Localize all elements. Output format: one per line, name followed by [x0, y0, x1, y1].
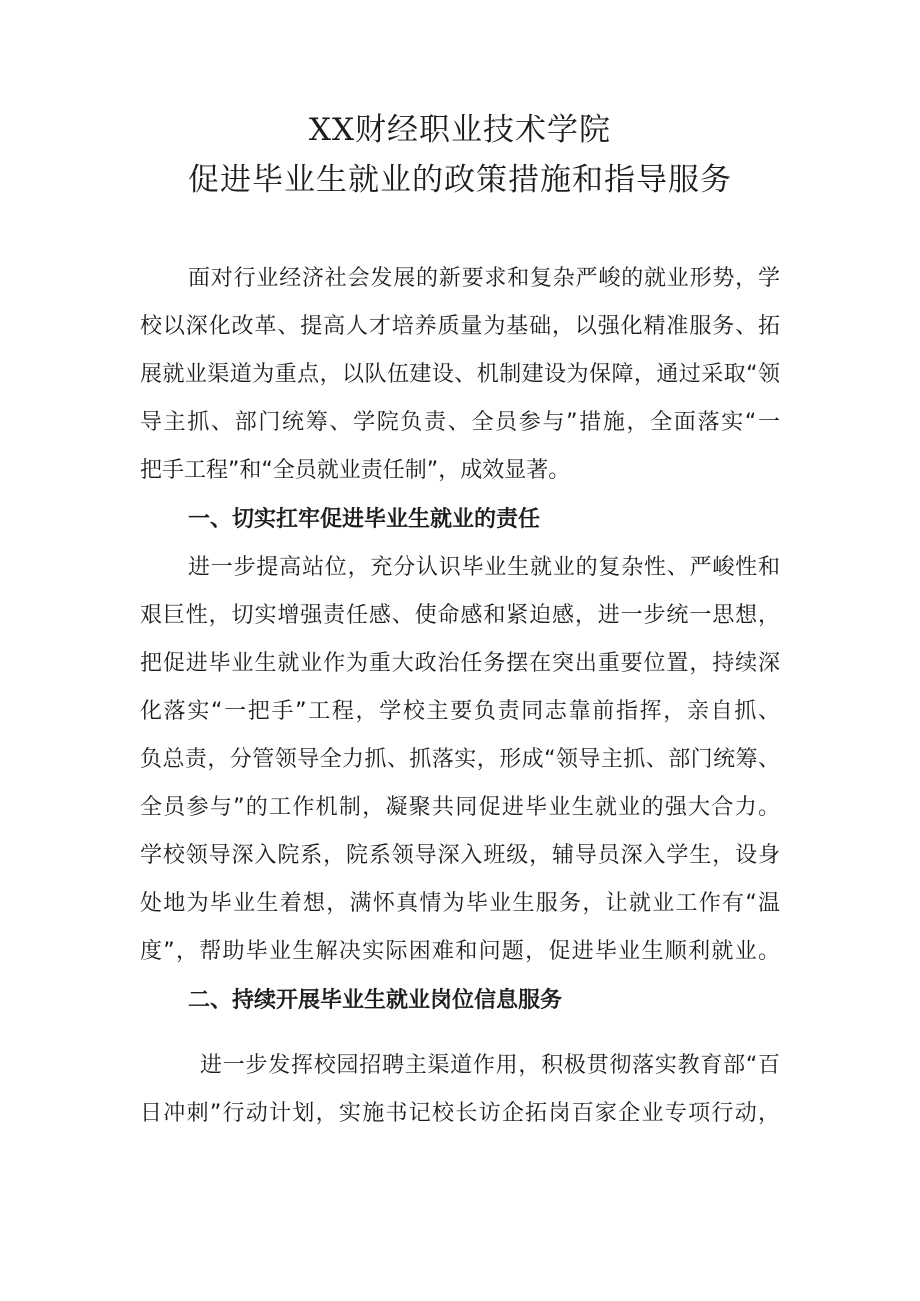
section2-line: 日冲刺”行动计划，实施书记校长访企拓岗百家企业专项行动，: [140, 1101, 780, 1126]
section1-line: 学校领导深入院系，院系领导深入班级，辅导员深入学生，设身: [140, 843, 780, 868]
intro-line: 导主抓、部门统筹、学院负责、全员参与”措施，全面落实“一: [140, 410, 781, 435]
section1-line: 化落实“一把手”工程，学校主要负责同志靠前指挥，亲自抓、: [140, 699, 781, 724]
intro-line: 把手工程”和“全员就业责任制”，成效显著。: [140, 458, 571, 483]
document-title-line2: 促进毕业生就业的政策措施和指导服务: [188, 162, 732, 198]
intro-line: 展就业渠道为重点，以队伍建设、机制建设为保障，通过采取“领: [140, 362, 780, 387]
section1-line: 把促进毕业生就业作为重大政治任务摆在突出重要位置，持续深: [140, 651, 780, 676]
intro-line: 校以深化改革、提高人才培养质量为基础，以强化精准服务、拓: [140, 314, 780, 339]
section2-line: 进一步发挥校园招聘主渠道作用，积极贯彻落实教育部“百: [200, 1053, 780, 1078]
section1-line: 艰巨性，切实增强责任感、使命感和紧迫感，进一步统一思想，: [140, 603, 780, 628]
section1-line: 度”，帮助毕业生解决实际困难和问题，促进毕业生顺利就业。: [140, 939, 780, 964]
section1-line: 全员参与”的工作机制，凝聚共同促进毕业生就业的强大合力。: [140, 795, 780, 820]
section1-line: 进一步提高站位，充分认识毕业生就业的复杂性、严峻性和: [188, 555, 780, 580]
intro-line: 面对行业经济社会发展的新要求和复杂严峻的就业形势，学: [188, 266, 780, 291]
section1-line: 处地为毕业生着想，满怀真情为毕业生服务，让就业工作有“温: [140, 891, 780, 916]
section2-heading: 二、持续开展毕业生就业岗位信息服务: [188, 988, 563, 1013]
document-title-line1: XX财经职业技术学院: [308, 112, 612, 148]
section1-line: 负总责，分管领导全力抓、抓落实，形成“领导主抓、部门统筹、: [140, 747, 780, 772]
section1-heading: 一、切实扛牢促进毕业生就业的责任: [188, 507, 541, 532]
